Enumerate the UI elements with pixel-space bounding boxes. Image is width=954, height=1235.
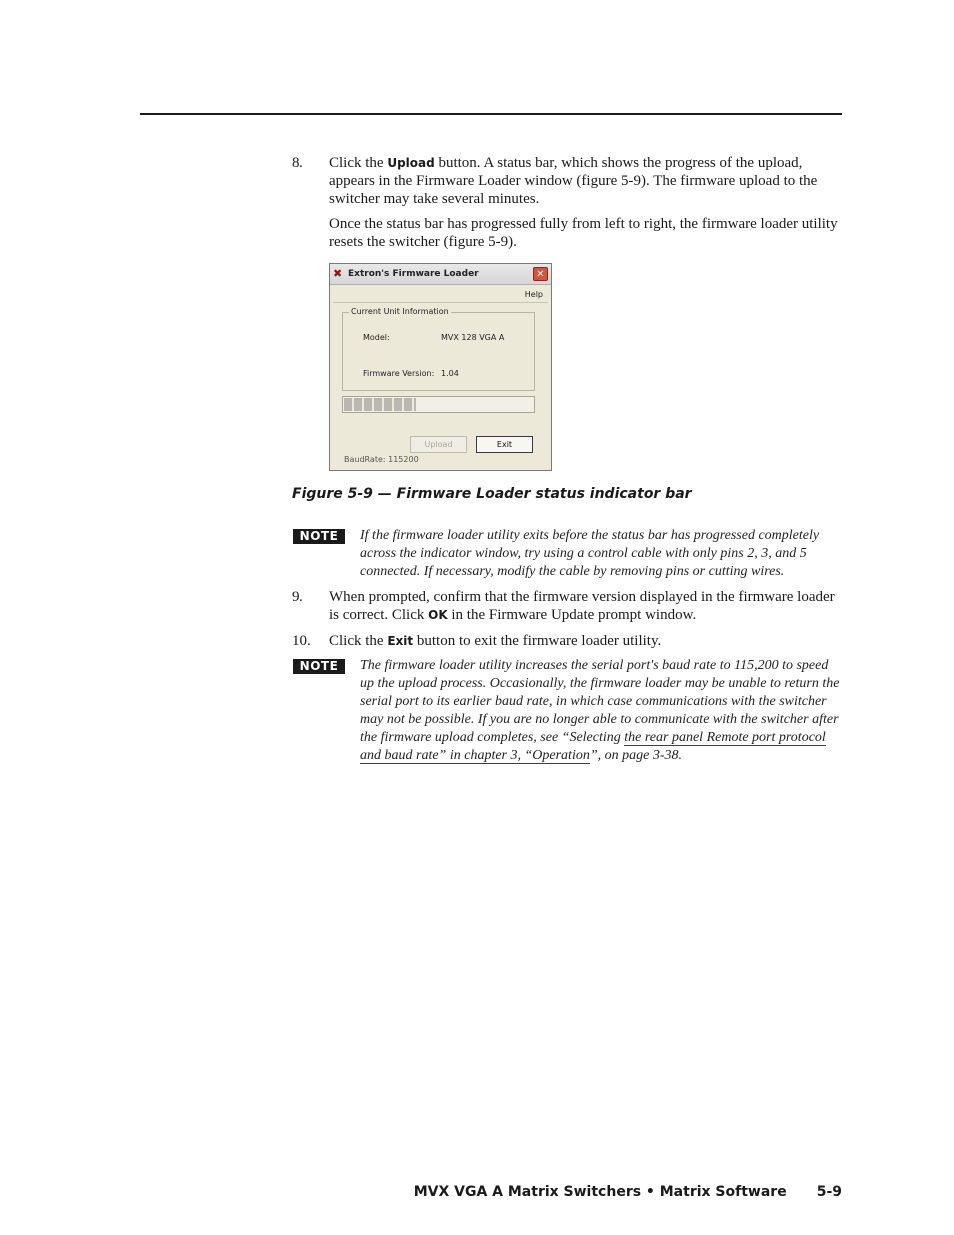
header-rule: [140, 113, 842, 115]
firmware-loader-window: [329, 263, 552, 471]
page-footer: [414, 1184, 842, 1200]
firmware-version-label: Firmware Version:: [363, 369, 435, 378]
ok-ui-label: OK: [428, 608, 448, 622]
exit-ui-label: Exit: [387, 634, 414, 648]
extron-x-icon: ✖: [333, 267, 343, 280]
model-label: Model:: [363, 333, 390, 342]
step-number: 9: [292, 589, 300, 605]
model-value: MVX 128 VGA A: [441, 333, 505, 342]
note-text: If the firmware loader utility exits before the status bar has progressed completely across the indicator window, try using a control cable with only pins 2, 3, and 5 connected. If necessary, modify the cable by removing pins or cutting wires.: [360, 528, 820, 579]
step-text: Click the Upload button. A status bar, which shows the progress of the upload, appears in the Firmware Loader window (figure 5-9). The firmware upload to the switcher may take several minutes.: [329, 155, 818, 207]
exit-button[interactable]: Exit: [476, 436, 533, 453]
firmware-version-value: 1.04: [441, 369, 459, 378]
footer-title: MVX VGA A Matrix Switchers • Matrix Software: [413, 1184, 787, 1200]
menu-help[interactable]: Help: [524, 290, 543, 299]
menu-divider: [333, 302, 548, 303]
figure-caption: Figure 5-9 — Firmware Loader status indicator bar: [292, 486, 692, 502]
status-progress-bar: [342, 396, 535, 413]
group-title: Current Unit Information: [351, 307, 449, 316]
baud-rate-status: BaudRate: 115200: [344, 455, 419, 464]
step-number: 10: [292, 633, 307, 649]
close-icon: ✕: [536, 269, 545, 280]
step-8-paragraph: Once the status bar has progressed fully from left to right, the firmware loader utility resets the switcher (figure 5-9).: [329, 216, 838, 250]
note-text: The firmware loader utility increases the serial port's baud rate to 115,200 to speed up the upload process. Occasionally, the firmware loader may be unable to return the serial port to its earlier baud rate, in which case communications with the switcher may not be possible. If you are no longer able to communicate with the switcher after the firmware upload completes, see “Selecting the rear panel Remote port protocol and baud rate” in chapter 3, “Operation”, on page 3-38.: [360, 658, 840, 763]
step-text: Click the Exit button to exit the firmware loader utility.: [329, 633, 662, 649]
progress-fill: [344, 398, 416, 411]
window-titlebar: [330, 264, 551, 285]
close-button[interactable]: [533, 267, 548, 281]
cross-reference-link[interactable]: the rear panel Remote port protocol and baud rate” in chapter 3, “Operation: [360, 730, 826, 763]
page-number: 5-9: [816, 1184, 842, 1200]
step-number: 8: [292, 155, 300, 171]
note-badge: NOTE: [293, 659, 345, 674]
upload-button[interactable]: Upload: [410, 436, 467, 453]
step-text: When prompted, confirm that the firmware version displayed in the firmware loader is correct. Click OK in the Firmware Update prompt window.: [329, 589, 835, 623]
window-title: Extron's Firmware Loader: [348, 269, 479, 279]
note-badge: NOTE: [293, 529, 345, 544]
upload-ui-label: Upload: [387, 156, 435, 170]
unit-info-group: [342, 307, 535, 391]
